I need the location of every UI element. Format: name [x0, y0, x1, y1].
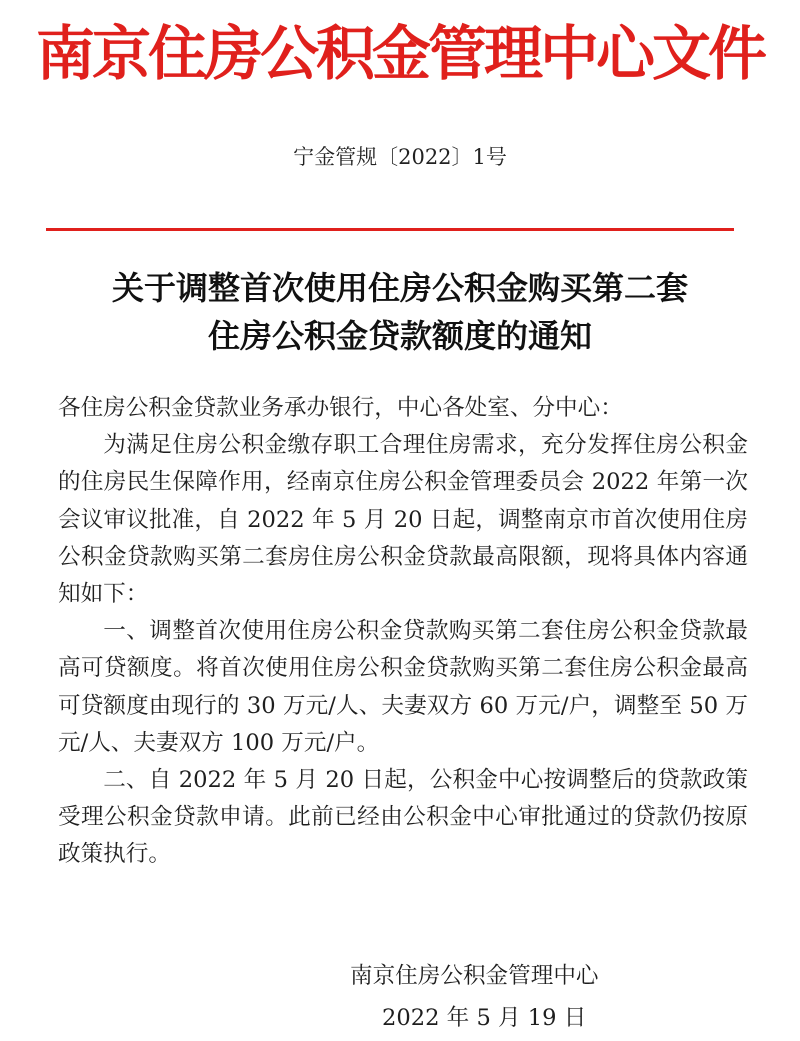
notice-title-line-2: 住房公积金贷款额度的通知 [207, 317, 592, 355]
notice-body [58, 390, 748, 874]
paragraph-item-1: 一、调整首次使用住房公积金贷款购买第二套住房公积金贷款最高可贷额度。将首次使用住房公积金贷款购买第二套住房公积金最高可贷额度由现行的 30 万元/人、夫妻双方 60 万元/户，调整至 50 万元/人、夫妻双方 100 万元/户。 [58, 618, 748, 756]
issuing-organization: 南京住房公积金管理中心 [350, 963, 599, 989]
paragraph-item-2: 二、自 2022 年 5 月 20 日起，公积金中心按调整后的贷款政策受理公积金贷款申请。此前已经由公积金中心审批通过的贷款仍按原政策执行。 [58, 767, 748, 868]
document-number: 宁金管规〔2022〕1号 [293, 145, 507, 169]
issue-date: 2022 年 5 月 19 日 [382, 1005, 587, 1031]
document-masthead: 南京住房公积金管理中心文件 [35, 19, 764, 88]
red-divider [46, 228, 734, 231]
notice-title-line-1: 关于调整首次使用住房公积金购买第二套 [111, 269, 688, 307]
paragraph-intro: 为满足住房公积金缴存职工合理住房需求，充分发挥住房公积金的住房民生保障作用，经南京住房公积金管理委员会 2022 年第一次会议审议批准，自 2022 年 5 月 20 日起，调整南京市首次使用住房公积金贷款购买第二套房住房公积金贷款最高限额，现将具体内容通知如下： [58, 432, 748, 608]
notice-title [0, 264, 800, 360]
salutation: 各住房公积金贷款业务承办银行，中心各处室、分中心： [58, 395, 623, 421]
